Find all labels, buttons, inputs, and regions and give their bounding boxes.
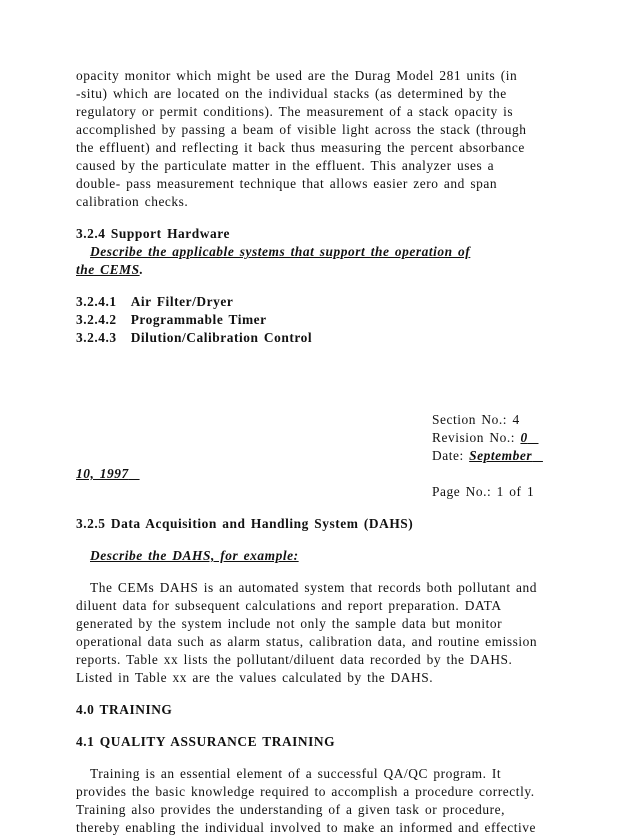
page-number: Page No.: 1 of 1 (432, 484, 535, 499)
body-text-line: diluent data for subsequent calculations and report preparation. DATA (76, 598, 502, 613)
body-text-line: Training is an essential element of a successful QA/QC program. It (90, 766, 502, 781)
body-text-line: provides the basic knowledge required to accomplish a procedure correctly. (76, 784, 535, 799)
instruction-text: Describe the applicable systems that support the operation of (90, 244, 471, 259)
body-text-line: thereby enabling the individual involved to make an informed and effective (76, 820, 537, 835)
section-heading: 3.2.4 Support Hardware (76, 226, 230, 241)
section-heading: 4.1 QUALITY ASSURANCE TRAINING (76, 734, 336, 749)
body-text-line: Listed in Table xx are the values calculated by the DAHS. (76, 670, 434, 685)
body-text-line: Training also provides the understanding of a given task or procedure, (76, 802, 505, 817)
subsection-item: 3.2.4.2 Programmable Timer (76, 312, 267, 327)
instruction-text: the CEMS. (76, 262, 144, 277)
body-text-line: the effluent) and reflecting it back thus measuring the percent absorbance (76, 140, 525, 155)
section-heading: 4.0 TRAINING (76, 702, 173, 717)
subsection-item: 3.2.4.3 Dilution/Calibration Control (76, 330, 313, 345)
section-number: Section No.: 4 (432, 412, 520, 427)
section-heading: 3.2.5 Data Acquisition and Handling System (DAHS) (76, 516, 414, 531)
body-text-line: operational data such as alarm status, calibration data, and routine emission (76, 634, 538, 649)
instruction-text: Describe the DAHS, for example: (90, 548, 299, 563)
body-text-line: accomplished by passing a beam of visible light across the stack (through (76, 122, 527, 137)
body-text-line: opacity monitor which might be used are the Durag Model 281 units (in (76, 68, 518, 83)
revision-number: Revision No.: 0 (432, 430, 528, 445)
subsection-item: 3.2.4.1 Air Filter/Dryer (76, 294, 234, 309)
body-text-line: double- pass measurement technique that allows easier zero and span (76, 176, 498, 191)
body-text-line: caused by the particulate matter in the effluent. This analyzer uses a (76, 158, 495, 173)
body-text-line: calibration checks. (76, 194, 189, 209)
body-text-line: generated by the system include not only the sample data but monitor (76, 616, 503, 631)
body-text-line: -situ) which are located on the individual stacks (as determined by the (76, 86, 507, 101)
revision-date: Date: September (432, 448, 533, 463)
body-text-line: The CEMs DAHS is an automated system that records both pollutant and (90, 580, 538, 595)
revision-date-continued: 10, 1997 (76, 466, 129, 481)
body-text-line: regulatory or permit conditions). The measurement of a stack opacity is (76, 104, 514, 119)
body-text-line: reports. Table xx lists the pollutant/diluent data recorded by the DAHS. (76, 652, 513, 667)
